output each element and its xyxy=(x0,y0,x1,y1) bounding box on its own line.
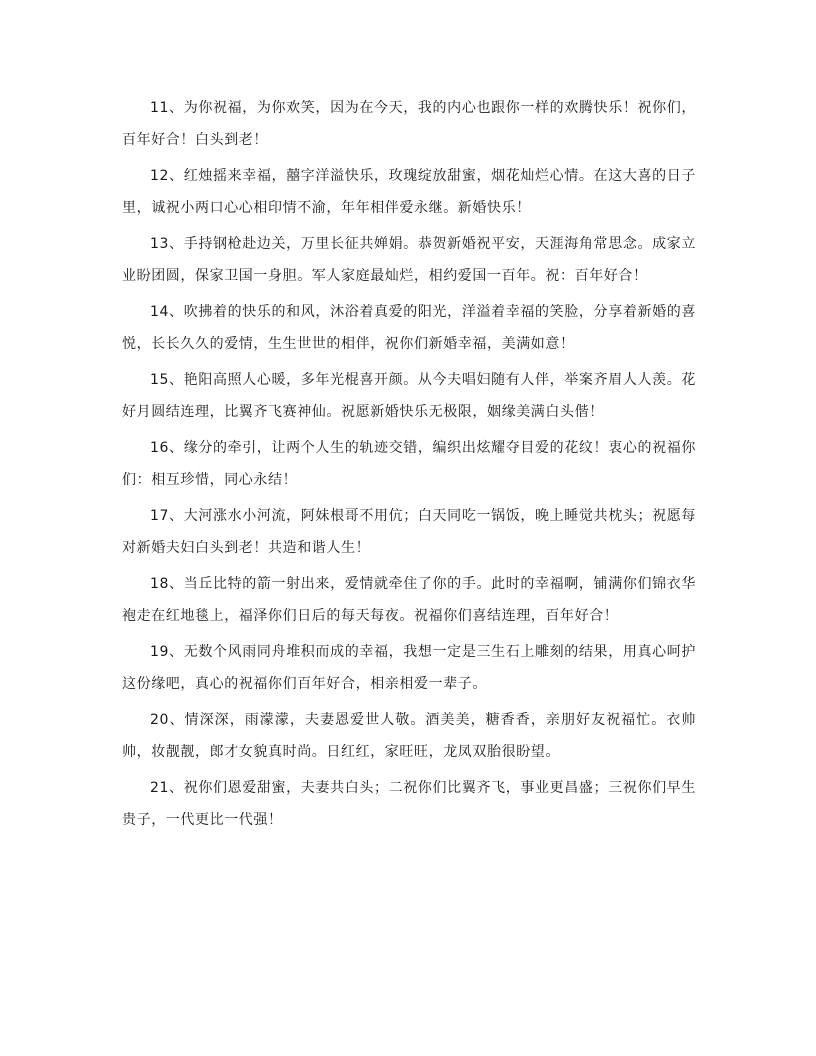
paragraph-20: 20、情深深，雨濛濛，夫妻恩爱世人敬。酒美美，糖香香，亲朋好友祝福忙。衣帅帅，妆靓靓，郎才女貌真时尚。日红红，家旺旺，龙凤双胎很盼望。 xyxy=(122,712,696,760)
paragraph-16: 16、缘分的牵引，让两个人生的轨迹交错，编织出炫耀夺目爱的花纹！衷心的祝福你们：相互珍惜，同心永结！ xyxy=(122,440,696,488)
paragraph-19: 19、无数个风雨同舟堆积而成的幸福，我想一定是三生石上雕刻的结果，用真心呵护这份缘吧，真心的祝福你们百年好合，相亲相爱一辈子。 xyxy=(122,644,696,692)
paragraph-18: 18、当丘比特的箭一射出来，爱情就牵住了你的手。此时的幸福啊，铺满你们锦衣华袍走在红地毯上，福泽你们日后的每天每夜。祝福你们喜结连理，百年好合！ xyxy=(122,576,696,624)
document-body xyxy=(122,92,696,840)
paragraph-11: 11、为你祝福，为你欢笑，因为在今天，我的内心也跟你一样的欢腾快乐！祝你们，百年好合！白头到老！ xyxy=(122,100,696,148)
paragraph-21: 21、祝你们恩爱甜蜜，夫妻共白头；二祝你们比翼齐飞，事业更昌盛；三祝你们早生贵子，一代更比一代强！ xyxy=(122,780,696,828)
paragraph-13: 13、手持钢枪赴边关，万里长征共婵娟。恭贺新婚祝平安，天涯海角常思念。成家立业盼团圆，保家卫国一身胆。军人家庭最灿烂，相约爱国一百年。祝：百年好合！ xyxy=(122,236,696,284)
paragraph-17: 17、大河涨水小河流，阿妹根哥不用伉；白天同吃一锅饭，晚上睡觉共枕头；祝愿每对新婚夫妇白头到老！共造和谐人生！ xyxy=(122,508,696,556)
paragraph-15: 15、艳阳高照人心暖，多年光棍喜开颜。从今夫唱妇随有人伴，举案齐眉人人羡。花好月圆结连理，比翼齐飞赛神仙。祝愿新婚快乐无极限，姻缘美满白头偕！ xyxy=(122,372,696,420)
paragraph-14: 14、吹拂着的快乐的和风，沐浴着真爱的阳光，洋溢着幸福的笑脸，分享着新婚的喜悦，长长久久的爱情，生生世世的相伴，祝你们新婚幸福，美满如意！ xyxy=(122,304,696,352)
paragraph-12: 12、红烛摇来幸福，囍字洋溢快乐，玫瑰绽放甜蜜，烟花灿烂心情。在这大喜的日子里，诚祝小两口心心相印情不渝，年年相伴爱永继。新婚快乐！ xyxy=(122,168,696,216)
